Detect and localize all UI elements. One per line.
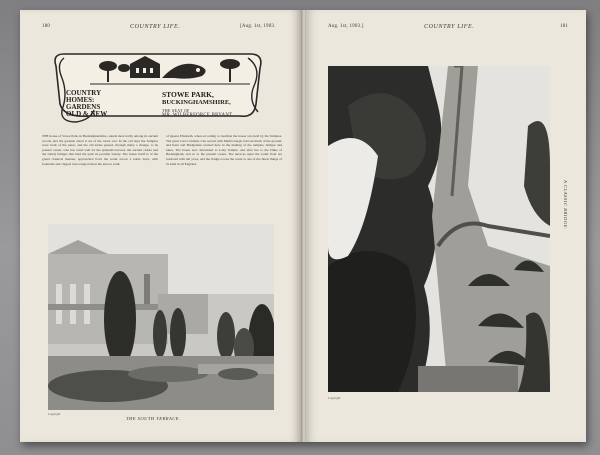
south-terrace-photo bbox=[48, 224, 274, 410]
right-page-number: 181 bbox=[560, 24, 569, 29]
series-line-4: OLD & NEW bbox=[66, 110, 108, 118]
terrace-scene-icon bbox=[48, 224, 274, 410]
left-magazine-title: COUNTRY LIFE. bbox=[130, 24, 181, 30]
open-magazine bbox=[20, 10, 586, 442]
owner-name: MR. WILBERFORCE BRYANT. bbox=[162, 113, 234, 118]
body-text-column-2: of Queen Elizabeth, when according to tradition the house was held by the Temples. The great Lord Cobham, who served with Marlborough, laid out much of the ground, and Kent and Bridgeman worked here in the making of the temples, bridges and lakes. The house now descended to Lady Temple, and after her to the Duke of Buckingham, and so to the present owner. The terraces upon the south front are bordered with tall yews, and the bridge across the water is one of the finest things of its kind in all England. bbox=[166, 134, 282, 166]
left-page-number: 180 bbox=[42, 24, 51, 29]
bridge-scene-icon bbox=[328, 66, 550, 392]
county-name: BUCKINGHAMSHIRE, bbox=[162, 99, 231, 106]
classic-bridge-photo bbox=[328, 66, 550, 392]
series-line-1: COUNTRY bbox=[66, 89, 102, 97]
house-name: STOWE PARK, bbox=[162, 90, 214, 99]
right-photo-credit: Copyright bbox=[328, 396, 341, 400]
body-text-column-1: THE house of Stowe Park, in Buckinghamshire, stands most nobly among its ancient woods, and the gardens about it are of the rarest sort. In the old days the Temples were lords of the place, and the old estate passed, through many a change, to its present owner, who has cared well for the splendid terraces, the ancient cedars and the stately bridges that lend the park its peculiar beauty. The house itself is of the grand classical manner, approached from the south across a noble lawn, with fountains and clipped trees ranged about the terrace walk. bbox=[42, 134, 158, 166]
south-terrace-caption: THE SOUTH TERRACE. bbox=[126, 416, 181, 421]
left-photo-credit: Copyright bbox=[48, 412, 61, 416]
series-line-3: GARDENS bbox=[66, 103, 101, 111]
country-homes-masthead bbox=[50, 44, 270, 134]
right-page-date: Aug. 1st, 1903.] bbox=[328, 24, 364, 29]
classic-bridge-caption: A CLASSIC BRIDGE. bbox=[563, 180, 568, 230]
right-magazine-title: COUNTRY LIFE. bbox=[424, 24, 475, 30]
left-page-date: [Aug. 1st, 1903. bbox=[240, 24, 276, 29]
right-page bbox=[306, 10, 586, 442]
seat-of-label: THE SEAT OF bbox=[162, 108, 190, 113]
left-page bbox=[20, 10, 302, 442]
series-line-2: HOMES: bbox=[66, 96, 95, 104]
